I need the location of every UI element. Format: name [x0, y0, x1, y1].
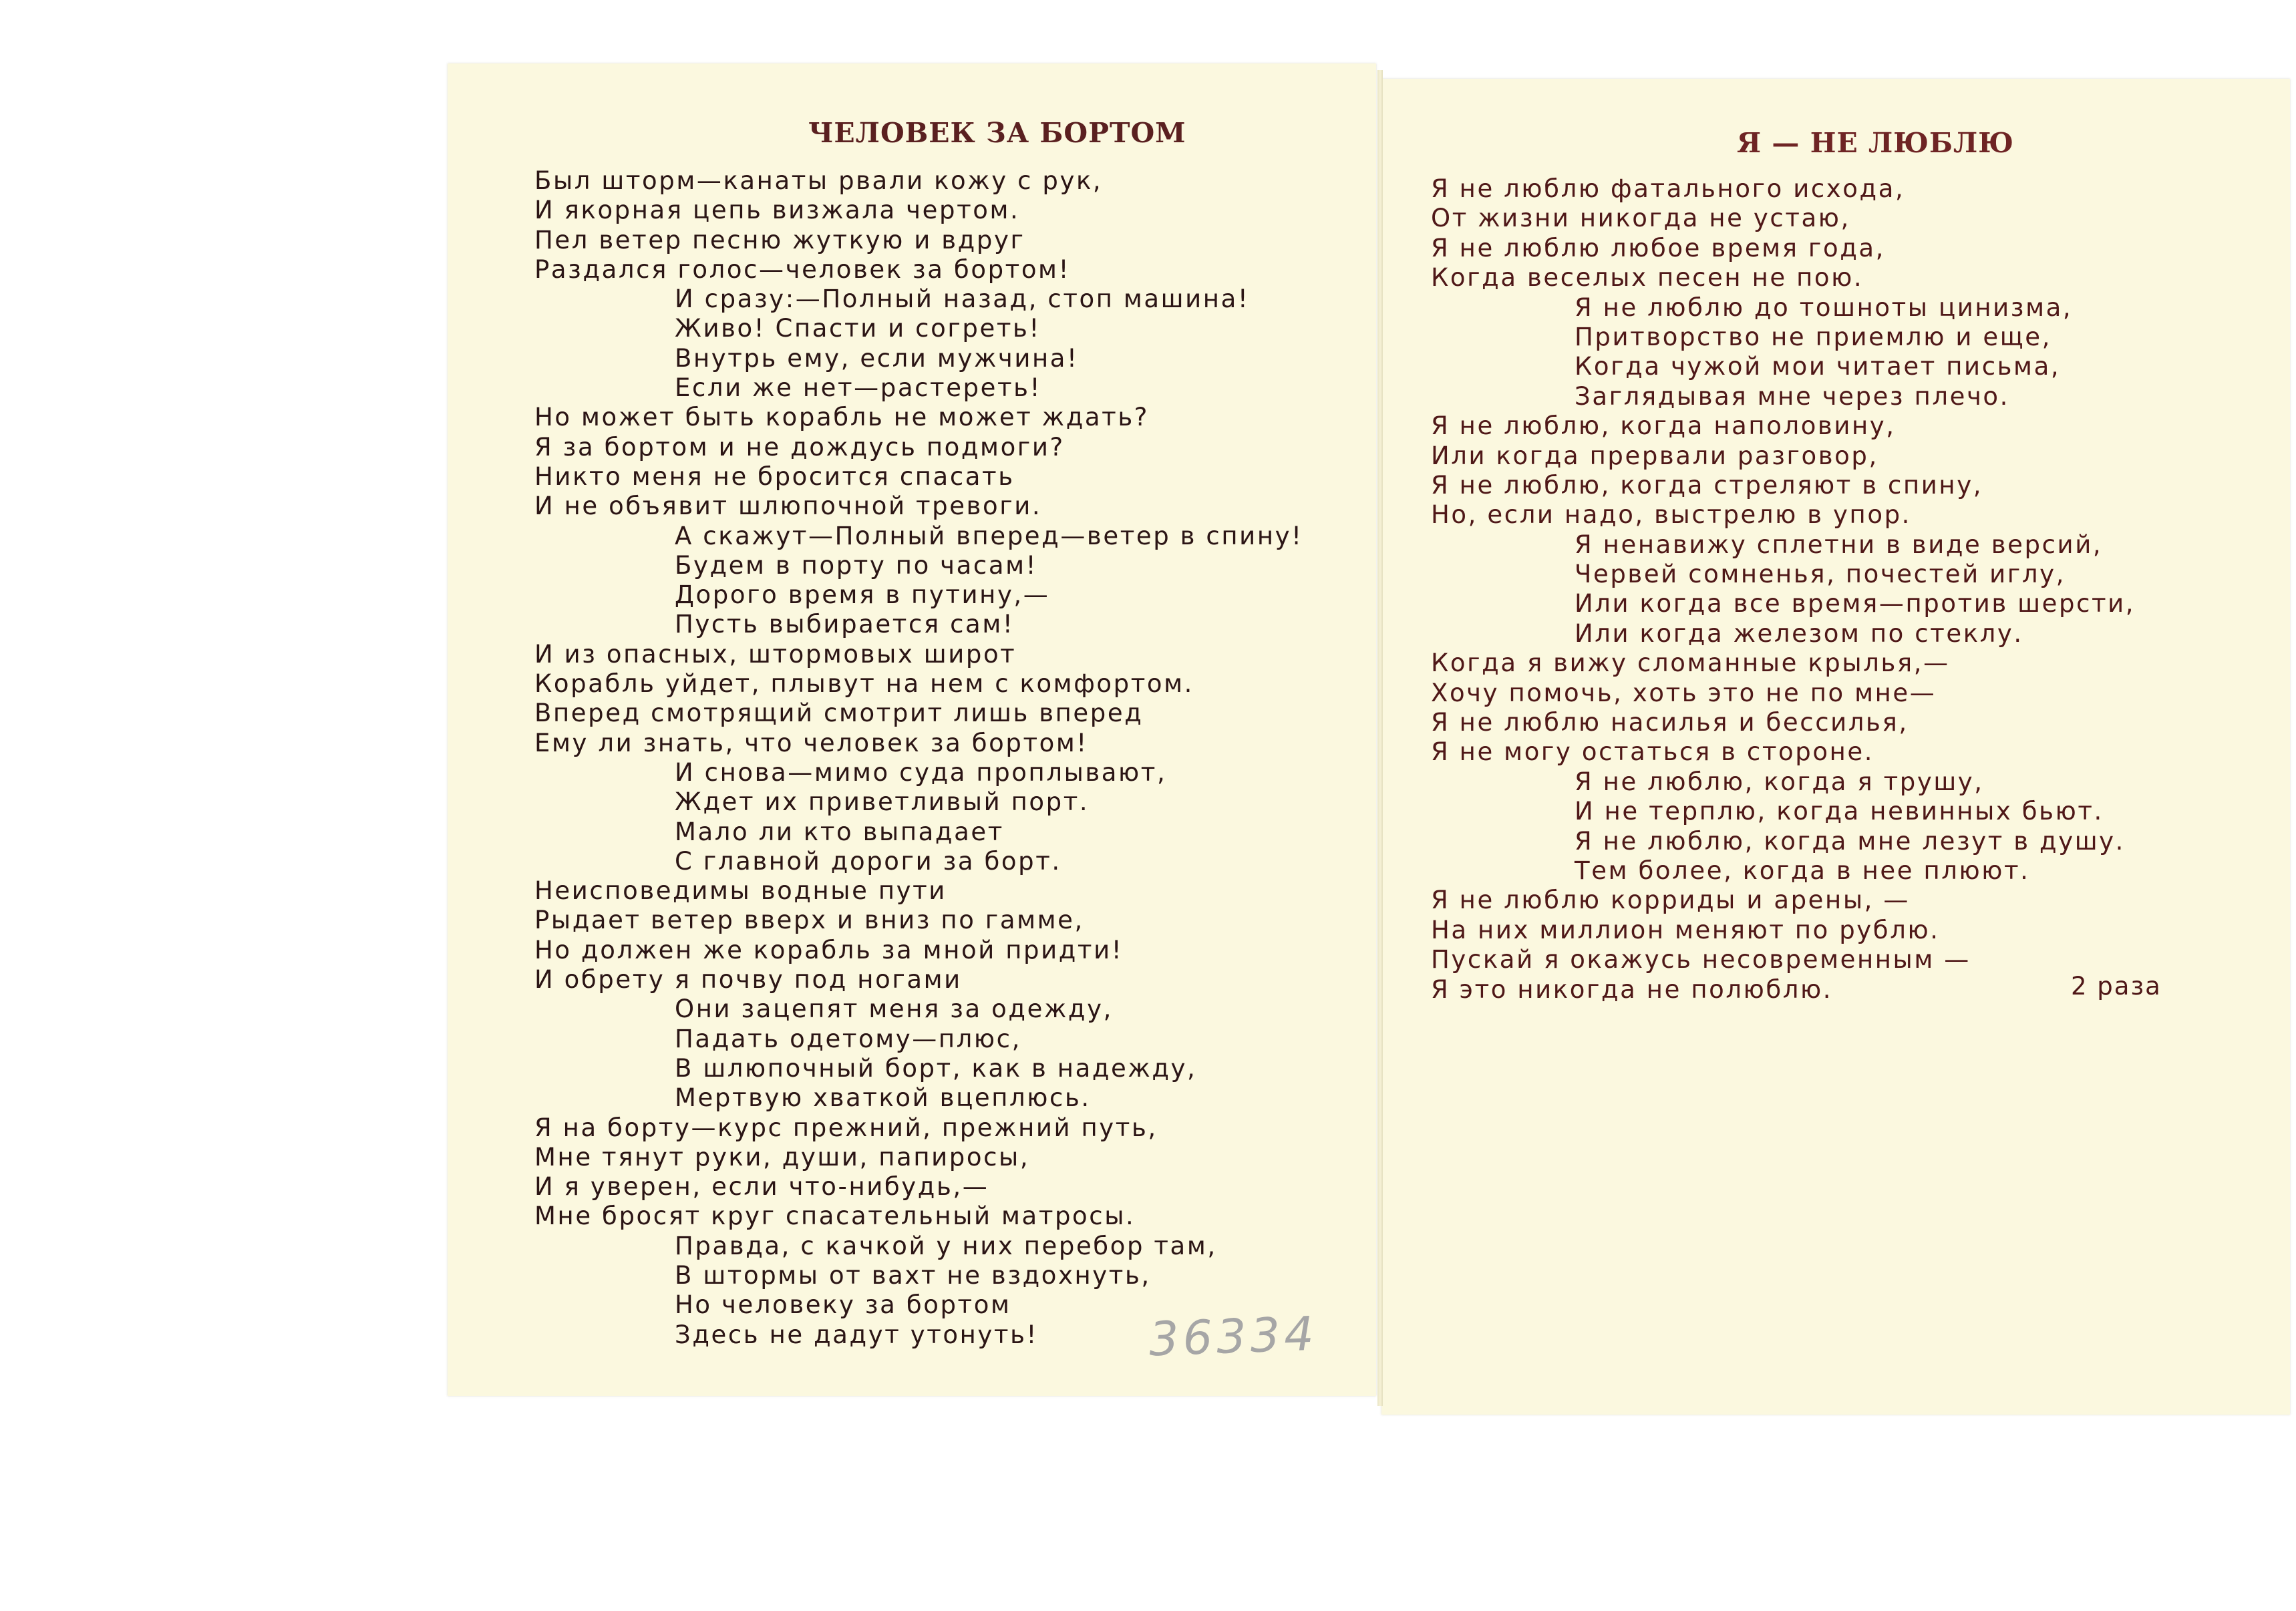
poem-line: И я уверен, если что-нибудь,— — [534, 1172, 989, 1202]
poem-line: Никто меня не бросится спасать — [534, 462, 1015, 491]
poem-line: Я за бортом и не дождусь подмоги? — [534, 432, 1065, 462]
poem-line: С главной дороги за борт. — [675, 846, 1061, 876]
poem-line: Мертвую хваткой вцеплюсь. — [675, 1083, 1091, 1113]
poem-line: Я не люблю, когда наполовину, — [1431, 411, 1896, 441]
poem-line: Ждет их приветливый порт. — [675, 787, 1090, 817]
inventory-number: 36334 — [1148, 1306, 1319, 1367]
poem-line: Корабль уйдет, плывут на нем с комфортом. — [534, 669, 1194, 699]
poem-line: Мне тянут руки, души, папиросы, — [534, 1142, 1030, 1172]
poem-line: Тем более, когда в нее плюют. — [1575, 856, 2030, 885]
poem-line: Неисповедимы водные пути — [534, 876, 947, 906]
poem-line: А скажут—Полный вперед—ветер в спину! — [675, 521, 1303, 550]
poem-line: Внутрь ему, если мужчина! — [675, 343, 1079, 373]
poem-line: Я не люблю корриды и арены, — — [1431, 886, 1910, 915]
poem-line: Хочу помочь, хоть это не по мне— — [1431, 678, 1937, 707]
poem-line: В штормы от вахт не вздохнуть, — [675, 1260, 1151, 1290]
poem-line: Я на борту—курс прежний, прежний путь, — [534, 1113, 1158, 1142]
poem-line: Живо! Спасти и согреть! — [675, 314, 1041, 343]
poem-line: Когда веселых песен не пою. — [1431, 263, 1864, 293]
poem-line: Когда я вижу сломанные крылья,— — [1431, 649, 1950, 678]
poem-line: Но может быть корабль не может ждать? — [534, 403, 1149, 432]
poem-line: Я не люблю, когда я трушу, — [1575, 767, 1984, 796]
poem-line: Или когда все время—против шерсти, — [1575, 589, 2136, 618]
poem-line: Я не люблю фатального исхода, — [1431, 174, 1905, 203]
poem-line: Мне бросят круг спасательный матросы. — [534, 1202, 1136, 1231]
poem-line: От жизни никогда не устаю, — [1431, 204, 1850, 233]
poem-line: И снова—мимо суда проплывают, — [675, 757, 1167, 787]
poem-line: Был шторм—канаты рвали кожу с рук, — [534, 166, 1103, 195]
right-poem — [1431, 174, 2135, 1005]
poem-line: И не терплю, когда невинных бьют. — [1575, 797, 2104, 826]
poem-line: Рыдает ветер вверх и вниз по гамме, — [534, 906, 1084, 935]
poem-line: Или когда железом по стеклу. — [1575, 618, 2023, 648]
poem-line: И не объявит шлюпочной тревоги. — [534, 492, 1042, 521]
poem-line: Но, если надо, выстрелю в упор. — [1431, 500, 1912, 530]
poem-line: Я ненавижу сплетни в виде версий, — [1575, 530, 2103, 559]
poem-line: Ему ли знать, что человек за бортом! — [534, 728, 1088, 757]
left-poem — [534, 166, 1303, 1350]
poem-line: И сразу:—Полный назад, стоп машина! — [675, 285, 1250, 314]
poem-line: Дорого время в путину,— — [675, 580, 1050, 610]
poem-line: Червей сомненья, почестей иглу, — [1575, 560, 2066, 589]
poem-line: Падать одетому—плюс, — [675, 1024, 1021, 1053]
poem-line: Пусть выбирается сам! — [675, 610, 1015, 639]
poem-line: И из опасных, штормовых широт — [534, 639, 1017, 669]
poem-line: Или когда прервали разговор, — [1431, 441, 1878, 470]
poem-line: Притворство не приемлю и еще, — [1575, 322, 2052, 351]
poem-line: Правда, с качкой у них перебор там, — [675, 1231, 1217, 1260]
poem-line: На них миллион меняют по рублю. — [1431, 915, 1940, 944]
poem-line: Но человеку за бортом — [675, 1290, 1011, 1320]
poem-line: Я не люблю до тошноты цинизма, — [1575, 293, 2073, 322]
poem-line: В шлюпочный борт, как в надежду, — [675, 1053, 1197, 1083]
poem-line: Пел ветер песню жуткую и вдруг — [534, 225, 1025, 254]
poem-line: И обрету я почву под ногами — [534, 965, 962, 995]
poem-line: Раздался голос—человек за бортом! — [534, 254, 1071, 284]
poem-line: Но должен же корабль за мной придти! — [534, 935, 1124, 964]
poem-line: Я не люблю, когда мне лезут в душу. — [1575, 826, 2126, 856]
poem-line: Мало ли кто выпадает — [675, 817, 1004, 846]
poem-line: Я это никогда не полюблю. — [1431, 974, 1833, 1004]
poem-line: И якорная цепь визжала чертом. — [534, 196, 1020, 225]
poem-line: Я не люблю насилья и бессилья, — [1431, 708, 1909, 737]
right-poem-title: Я — НЕ ЛЮБЛЮ — [1737, 127, 2015, 159]
left-poem-title: ЧЕЛОВЕК ЗА БОРТОМ — [808, 117, 1186, 149]
poem-line: Вперед смотрящий смотрит лишь вперед — [534, 699, 1144, 728]
poem-line: Здесь не дадут утонуть! — [675, 1320, 1038, 1349]
poem-line: Будем в порту по часам! — [675, 550, 1038, 580]
poem-line: Я не могу остаться в стороне. — [1431, 737, 1874, 767]
poem-line: Они зацепят меня за одежду, — [675, 995, 1113, 1024]
poem-line: Я не люблю, когда стреляют в спину, — [1431, 470, 1983, 500]
poem-line: Заглядывая мне через плечо. — [1575, 381, 2010, 411]
poem-line: Пускай я окажусь несовременным — — [1431, 945, 1971, 974]
repeat-note: 2 раза — [2071, 972, 2162, 1001]
page-fold — [1377, 70, 1383, 1406]
poem-line: Когда чужой мои читает письма, — [1575, 352, 2061, 381]
poem-line: Если же нет—растереть! — [675, 373, 1042, 403]
poem-line: Я не люблю любое время года, — [1431, 233, 1886, 262]
